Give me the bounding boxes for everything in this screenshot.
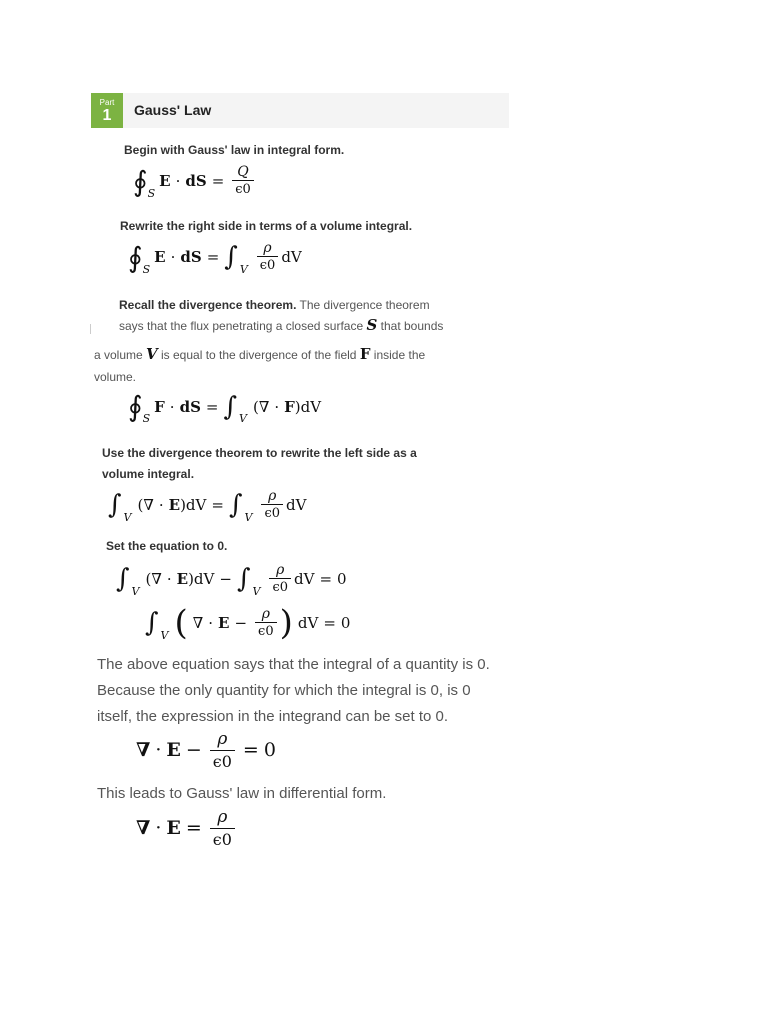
subscript-v: V: [252, 584, 261, 598]
symbol-e: E: [154, 248, 166, 266]
dot-op: ·: [274, 397, 280, 416]
zero: 0: [340, 614, 351, 632]
big-paren-close: ): [279, 603, 293, 643]
symbol-dv: dV: [193, 570, 215, 588]
subscript-v: V: [244, 510, 253, 524]
paren-close: ): [180, 496, 186, 514]
paren-close: ): [188, 570, 194, 588]
dot-op: ·: [158, 496, 164, 514]
closed-integral-symbol: ∮: [128, 240, 143, 274]
numerator-q: Q: [237, 164, 249, 180]
text-span: says that the flux penetrating a closed surface: [119, 319, 367, 333]
integral-symbol: ∫: [228, 490, 243, 520]
symbol-dv: dV: [286, 496, 307, 514]
equals-op: =: [185, 817, 202, 839]
equation-gauss-differential: [136, 806, 238, 850]
paragraph-line2: Because the only quantity for which the integral is 0, is 0: [97, 682, 471, 699]
nabla-op: ∇: [136, 817, 151, 839]
nabla-op: ∇: [192, 614, 204, 632]
denominator-eps0: ϵ0: [232, 180, 254, 198]
fraction-rho-eps: [255, 606, 277, 640]
symbol-dv: dV: [300, 397, 322, 416]
dot-op: ·: [155, 817, 162, 839]
fraction-q-eps: [232, 164, 254, 198]
numerator-rho: ρ: [263, 240, 272, 256]
big-paren-open: (: [174, 603, 188, 643]
dot-op: ·: [170, 248, 176, 266]
symbol-v: V: [146, 345, 158, 363]
nabla-op: ∇: [151, 570, 162, 588]
symbol-e: E: [176, 570, 189, 588]
equals-op: =: [211, 496, 224, 514]
zero: 0: [337, 570, 347, 588]
equals-op: =: [319, 570, 333, 588]
fraction-rho-eps: [210, 728, 235, 772]
step-use-divergence-line1: Use the divergence theorem to rewrite the left side as a: [102, 446, 417, 460]
text-span: The divergence theorem: [296, 298, 430, 312]
symbol-f: F: [284, 397, 295, 416]
closed-integral-symbol: ∮: [133, 164, 148, 198]
divergence-theorem-line2: [119, 316, 443, 335]
equation-gauss-integral: [133, 164, 257, 198]
paragraph-line1: The above equation says that the integral of a quantity is 0.: [97, 656, 490, 673]
nabla-op: ∇: [258, 397, 270, 416]
symbol-e: E: [166, 739, 181, 761]
integral-symbol: ∫: [116, 564, 130, 594]
numerator-rho: ρ: [276, 562, 285, 578]
part-label: Part: [99, 98, 115, 107]
divergence-theorem-line3: [94, 345, 425, 364]
minus-op: −: [219, 570, 232, 588]
equation-volume-integral: [128, 240, 302, 274]
section-title: Gauss' Law: [134, 102, 212, 118]
symbol-ds: dS: [179, 397, 201, 416]
symbol-e: E: [168, 496, 181, 514]
dot-op: ·: [166, 570, 172, 588]
closed-integral-symbol: ∮: [128, 390, 143, 423]
fraction-rho-eps: [261, 488, 283, 522]
part-badge: [91, 93, 123, 128]
nabla-op: ∇: [136, 739, 151, 761]
equation-differential-zero: [136, 728, 276, 772]
equals-op: =: [242, 739, 259, 761]
fraction-rho-eps: [257, 240, 279, 274]
symbol-s: S: [366, 316, 378, 334]
margin-mark: [90, 324, 91, 334]
equals-op: =: [205, 397, 219, 416]
step-use-divergence-line2: volume integral.: [102, 467, 195, 481]
symbol-e: E: [159, 172, 171, 190]
symbol-dv: dV: [294, 570, 315, 588]
symbol-ds: dS: [185, 172, 207, 190]
fraction-rho-eps: [269, 562, 291, 596]
integral-symbol: ∫: [108, 490, 122, 520]
dot-op: ·: [155, 739, 162, 761]
part-number: 1: [102, 107, 112, 124]
paren-close: ): [294, 397, 301, 416]
subscript-v: V: [123, 510, 132, 524]
denominator-eps0: ϵ0: [210, 828, 235, 850]
symbol-dv: dV: [297, 614, 319, 632]
numerator-rho: ρ: [217, 729, 228, 749]
dot-op: ·: [208, 614, 214, 632]
paren-open: (: [252, 397, 259, 416]
symbol-ds: dS: [180, 248, 202, 266]
divergence-theorem-line4: volume.: [94, 370, 137, 384]
symbol-dv: dV: [185, 496, 207, 514]
symbol-f: F: [154, 397, 165, 416]
divergence-theorem-line1: [119, 296, 430, 314]
denominator-eps0: ϵ0: [269, 578, 291, 596]
nabla-op: ∇: [143, 496, 154, 514]
minus-op: −: [234, 614, 248, 632]
step-set-zero: Set the equation to 0.: [106, 539, 228, 553]
step-rewrite-right: Rewrite the right side in terms of a volume integral.: [120, 219, 413, 233]
equals-op: =: [323, 614, 336, 632]
equation-divergence-theorem: [128, 390, 321, 423]
paragraph-line3: itself, the expression in the integrand can be set to 0.: [97, 708, 449, 725]
equation-combined-zero: [145, 603, 351, 643]
subscript-s: S: [142, 412, 151, 425]
paren-open: (: [145, 570, 152, 588]
text-span: is equal to the divergence of the field: [157, 348, 360, 362]
paren-open: (: [137, 496, 144, 514]
subscript-v: V: [239, 262, 248, 276]
symbol-e: E: [218, 614, 230, 632]
divergence-theorem-lead: Recall the divergence theorem.: [119, 298, 297, 312]
integral-symbol: ∫: [224, 242, 238, 272]
integral-symbol: ∫: [145, 608, 159, 638]
dot-op: ·: [175, 172, 181, 190]
denominator-eps0: ϵ0: [255, 622, 277, 640]
equation-both-volume: [108, 488, 306, 522]
symbol-f: F: [359, 345, 371, 363]
fraction-rho-eps: [210, 806, 235, 850]
text-span: that bounds: [377, 319, 444, 333]
subscript-s: S: [142, 262, 151, 276]
symbol-dv: dV: [281, 248, 302, 266]
step-begin: Begin with Gauss' law in integral form.: [124, 143, 345, 157]
subscript-v: V: [131, 584, 140, 598]
denominator-eps0: ϵ0: [210, 750, 235, 772]
equation-difference-zero: [116, 562, 347, 596]
numerator-rho: ρ: [261, 606, 270, 622]
subscript-v: V: [160, 628, 169, 642]
subscript-s: S: [147, 186, 156, 200]
subscript-v: V: [239, 412, 247, 425]
minus-op: −: [185, 739, 202, 761]
integral-symbol: ∫: [223, 391, 238, 422]
text-span: inside the: [370, 348, 426, 362]
symbol-e: E: [166, 817, 181, 839]
numerator-rho: ρ: [217, 807, 228, 827]
numerator-rho: ρ: [268, 488, 277, 504]
denominator-eps0: ϵ0: [257, 256, 279, 274]
text-span: a volume: [94, 348, 147, 362]
equals-op: =: [211, 172, 225, 190]
equals-op: =: [206, 248, 220, 266]
integral-symbol: ∫: [236, 564, 251, 594]
paragraph-line4: This leads to Gauss' law in differential form.: [97, 785, 387, 802]
denominator-eps0: ϵ0: [261, 504, 283, 522]
dot-op: ·: [169, 397, 175, 416]
zero: 0: [263, 739, 276, 761]
